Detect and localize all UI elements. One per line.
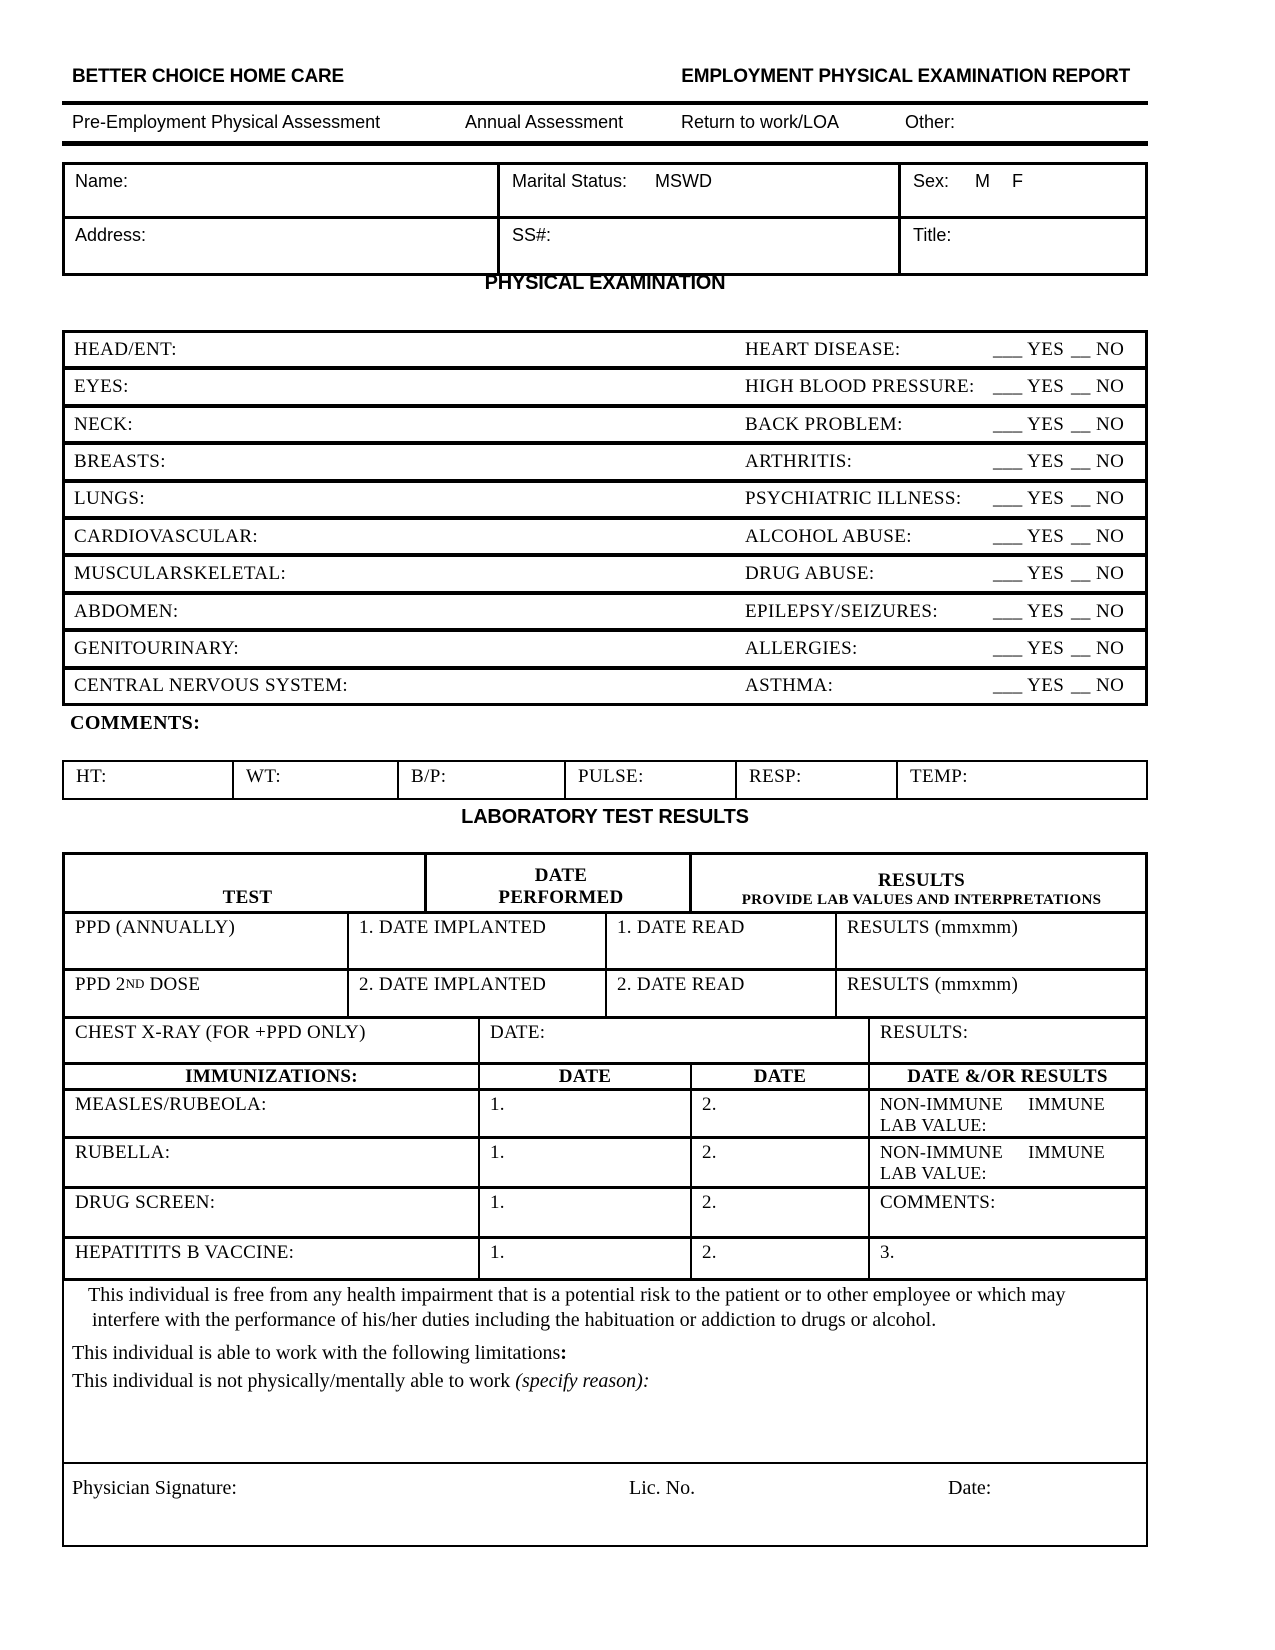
results-header-line1: RESULTS [878,870,965,891]
chest-xray-row [65,1016,1145,1062]
body-system-label: MUSCULARSKELETAL: [74,563,287,585]
ppd-test-label: PPD (ANNUALLY) [75,917,236,938]
lab-value-label: LAB VALUE: [880,1115,987,1135]
ppd-date-read-field: 1. DATE READ [605,914,835,968]
exam-row [65,553,1145,590]
exam-row [65,333,1145,366]
ppd-annual-row [65,911,1145,968]
specify-reason-label: (specify reason): [515,1370,650,1392]
drug-screen-label: DRUG SCREEN: [75,1192,216,1213]
condition-label: DRUG ABUSE: [745,563,875,585]
ppd2-date-read-field: 2. DATE READ [605,971,835,1016]
address-field [65,219,497,273]
body-system-label: LUNGS: [74,488,146,510]
form-content [62,0,1148,1650]
sex-option-male: M [975,171,991,191]
physician-signature-field: Physician Signature: [72,1477,237,1499]
rubella-date2-field: 2. [690,1139,868,1186]
condition-label: ALLERGIES: [745,637,858,659]
body-system-label: HEAD/ENT: [74,338,177,360]
demographics-table [62,162,1148,276]
lab-section-title: LABORATORY TEST RESULTS [461,806,749,828]
drug-screen-row [65,1186,1145,1236]
no-option: __ NO [1071,450,1125,472]
yes-option: ___ YES [993,450,1065,472]
company-name: BETTER CHOICE HOME CARE [72,66,344,87]
marital-status-field [497,165,898,216]
name-field [65,165,497,216]
marital-status-options: MSWD [655,171,713,191]
results-header-line2: PROVIDE LAB VALUES AND INTERPRETATIONS [741,892,1102,908]
immunizations-header-label: IMMUNIZATIONS: [185,1066,358,1087]
no-option: __ NO [1071,525,1125,547]
signature-date-field: Date: [948,1477,992,1499]
drug-screen-date2-field: 2. [690,1189,868,1236]
non-immune-option: NON-IMMUNE [880,1094,1003,1114]
header-divider [62,101,1148,105]
exam-row [65,666,1145,703]
no-option: __ NO [1071,563,1125,585]
physical-exam-table [62,330,1148,706]
exam-row [65,441,1145,478]
condition-label: HEART DISEASE: [745,338,901,360]
ssn-label: SS#: [512,225,552,245]
test-header-label: TEST [222,887,273,908]
no-option: __ NO [1071,488,1125,510]
exam-row [65,479,1145,516]
body-system-label: CENTRAL NERVOUS SYSTEM: [74,675,349,697]
exam-row [65,516,1145,553]
not-able-text: This individual is not physically/mentally able to work [72,1370,516,1392]
condition-label: ARTHRITIS: [745,450,853,472]
exam-row [65,366,1145,403]
lab-header-results [689,855,1145,911]
hepatitis-date2-field: 2. [690,1239,868,1278]
health-impairment-statement: This individual is free from any health impairment that is a potential risk to the patient or to other employee or which may interfere with the performance of his/her duties including the habituation or addiction to drugs or alcohol. [88,1284,1066,1331]
rubella-row [65,1136,1145,1186]
assessment-type-row [62,112,1148,138]
lab-header-row [65,855,1145,911]
weight-field: WT: [232,762,397,798]
blood-pressure-field: B/P: [397,762,564,798]
no-option: __ NO [1071,637,1125,659]
rubella-date1-field: 1. [478,1139,690,1186]
yes-option: ___ YES [993,413,1065,435]
address-label: Address: [75,225,147,245]
drug-screen-date1-field: 1. [478,1189,690,1236]
assessment-pre-employment: Pre-Employment Physical Assessment [72,112,381,132]
sex-field [898,165,1145,216]
exam-row [65,591,1145,628]
immune-option: IMMUNE [1028,1142,1105,1162]
measles-date1-field: 1. [478,1091,690,1136]
no-option: __ NO [1071,413,1125,435]
measles-label: MEASLES/RUBEOLA: [75,1094,267,1115]
hepatitis-b-label: HEPATITITS B VACCINE: [75,1242,295,1263]
signature-divider [64,1462,1146,1464]
body-system-label: GENITOURINARY: [74,637,240,659]
rubella-results-field [868,1139,1145,1186]
demographics-row-2 [65,219,1145,273]
physical-exam-section-title: PHYSICAL EXAMINATION [484,272,726,294]
able-to-work-colon: : [560,1342,567,1364]
vitals-table [62,760,1148,800]
lab-results-table [62,852,1148,1281]
no-option: __ NO [1071,376,1125,398]
condition-label: EPILEPSY/SEIZURES: [745,600,938,622]
temperature-field: TEMP: [896,762,1146,798]
ppd2-label-rest: DOSE [144,974,201,995]
body-system-label: NECK: [74,413,133,435]
hepatitis-b-row [65,1236,1145,1278]
title-field [898,219,1145,273]
yes-option: ___ YES [993,600,1065,622]
able-to-work-text: This individual is able to work with the following limitations [72,1342,561,1364]
assessment-divider [62,141,1148,146]
measles-results-field [868,1091,1145,1136]
height-field: HT: [76,766,107,787]
chest-xray-label: CHEST X-RAY (FOR +PPD ONLY) [75,1022,366,1043]
rubella-label: RUBELLA: [75,1142,171,1163]
yes-option: ___ YES [993,675,1065,697]
certification-box [62,1274,1148,1547]
able-to-work-statement [72,1342,1146,1365]
license-number-field: Lic. No. [629,1477,696,1499]
yes-option: ___ YES [993,563,1065,585]
condition-label: BACK PROBLEM: [745,413,903,435]
yes-option: ___ YES [993,488,1065,510]
ppd2-label-ordinal: ND [125,976,145,991]
immunizations-results-header: DATE &/OR RESULTS [868,1065,1145,1088]
ppd-results-field: RESULTS (mmxmm) [835,914,1145,968]
yes-option: ___ YES [993,637,1065,659]
respiration-field: RESP: [735,762,896,798]
sex-option-female: F [1012,171,1024,191]
condition-label: ASTHMA: [745,675,834,697]
date-header-line2: PERFORMED [498,887,624,908]
lab-header-date-performed [424,855,689,911]
exam-row [65,404,1145,441]
yes-option: ___ YES [993,525,1065,547]
immunizations-date2-header: DATE [690,1065,868,1088]
ppd2-results-field: RESULTS (mmxmm) [835,971,1145,1016]
title-label: Title: [913,225,952,245]
ppd2-test-label [65,971,347,1016]
date-header-line1: DATE [534,865,588,886]
lab-value-label: LAB VALUE: [880,1163,987,1183]
body-system-label: CARDIOVASCULAR: [74,525,259,547]
hepatitis-date3-field: 3. [868,1239,1145,1278]
ppd2-date-implanted-field: 2. DATE IMPLANTED [347,971,605,1016]
name-label: Name: [75,171,129,191]
body-system-label: ABDOMEN: [74,600,179,622]
no-option: __ NO [1071,338,1125,360]
ssn-field [497,219,898,273]
non-immune-option: NON-IMMUNE [880,1142,1003,1162]
comments-label: COMMENTS: [70,712,201,734]
ppd-date-implanted-field: 1. DATE IMPLANTED [347,914,605,968]
demographics-row-1 [65,165,1145,219]
condition-label: ALCOHOL ABUSE: [745,525,912,547]
drug-screen-comments-field: COMMENTS: [868,1189,1145,1236]
immunizations-date1-header: DATE [478,1065,690,1088]
pulse-field: PULSE: [564,762,735,798]
body-system-label: EYES: [74,376,129,398]
exam-row [65,628,1145,665]
lab-header-test [65,855,424,911]
assessment-return-to-work: Return to work/LOA [681,112,840,132]
ppd2-label-base: PPD 2 [75,974,126,995]
condition-label: HIGH BLOOD PRESSURE: [745,376,975,398]
not-able-to-work-statement [72,1370,1146,1393]
measles-date2-field: 2. [690,1091,868,1136]
yes-option: ___ YES [993,338,1065,360]
chest-xray-date-field: DATE: [478,1019,868,1062]
immunizations-header-row [65,1062,1145,1088]
chest-xray-results-field: RESULTS: [868,1019,1145,1062]
form-title: EMPLOYMENT PHYSICAL EXAMINATION REPORT [681,66,1130,87]
ppd-second-dose-row [65,968,1145,1016]
sex-label: Sex: [913,171,950,191]
hepatitis-date1-field: 1. [478,1239,690,1278]
immune-option: IMMUNE [1028,1094,1105,1114]
yes-option: ___ YES [993,376,1065,398]
assessment-annual: Annual Assessment [465,112,624,132]
body-system-label: BREASTS: [74,450,166,472]
assessment-other: Other: [905,112,956,132]
condition-label: PSYCHIATRIC ILLNESS: [745,488,962,510]
no-option: __ NO [1071,600,1125,622]
measles-rubeola-row [65,1088,1145,1136]
no-option: __ NO [1071,675,1125,697]
marital-status-label: Marital Status: [512,171,628,191]
